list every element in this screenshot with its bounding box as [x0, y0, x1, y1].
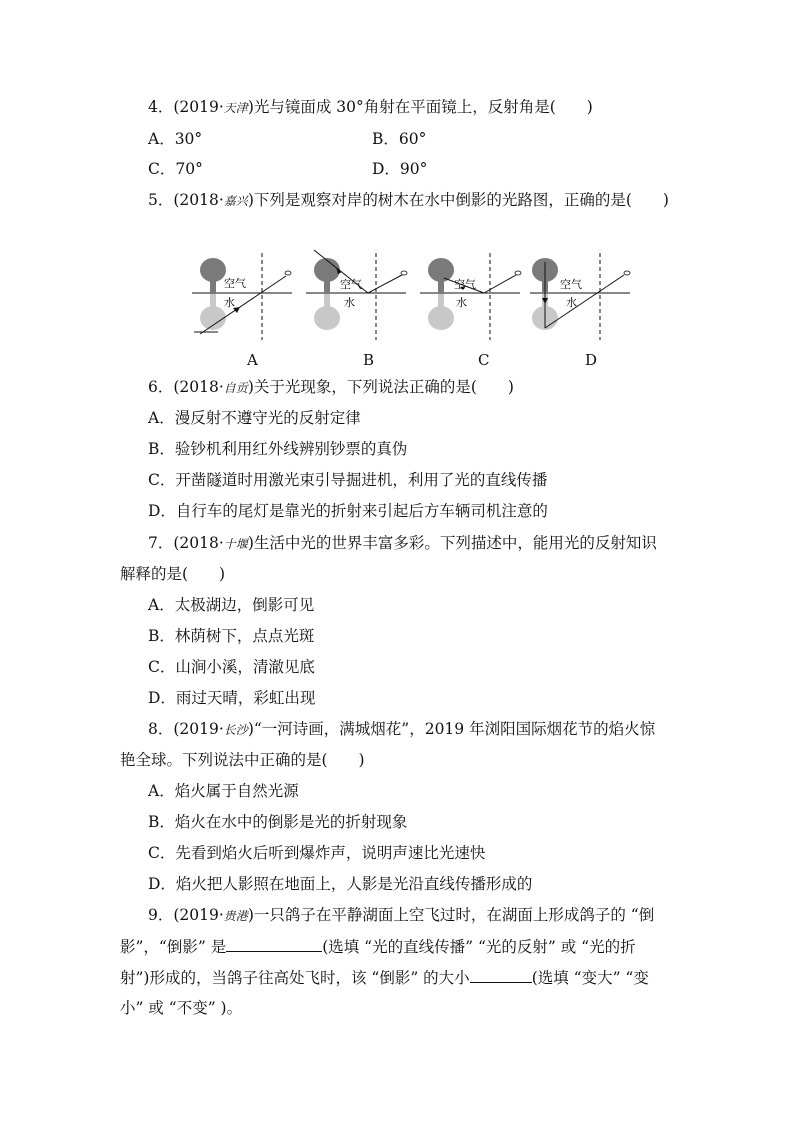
figure-c-label: C [478, 351, 490, 369]
q7-option-a: A．太极湖边，倒影可见 [148, 596, 315, 614]
fig-c-water-label: 水 [456, 296, 467, 309]
q6-option-c: C．开凿隧道时用激光束引导掘进机，利用了光的直线传播 [148, 471, 548, 489]
q4-option-a: A．30° [148, 130, 203, 148]
answer-blank-1[interactable] [226, 935, 322, 952]
answer-blank-2[interactable] [470, 966, 532, 983]
fig-a-air-label: 空气 [224, 277, 246, 290]
question-7-line2: 解释的是( ) [120, 565, 226, 583]
fig-d-water-label: 水 [566, 296, 577, 309]
fig-d-air-label: 空气 [560, 278, 582, 291]
q8-option-a: A．焰火属于自然光源 [148, 782, 299, 800]
question-5: 5．(2018·嘉兴)下列是观察对岸的树木在水中倒影的光路图，正确的是( ) [148, 191, 669, 209]
q8-option-b: B．焰火在水中的倒影是光的折射现象 [148, 813, 408, 831]
q6-option-a: A．漫反射不遵守光的反射定律 [148, 409, 361, 427]
fig-b-water-label: 水 [344, 296, 355, 309]
q6-option-b: B．验钞机利用红外线辨别钞票的真伪 [148, 440, 408, 458]
question-9-line1: 9．(2019·贵港)一只鸽子在平静湖面上空飞过时，在湖面上形成鸽子的 “倒 [148, 906, 655, 924]
q8-option-d: D．焰火把人影照在地面上，人影是光沿直线传播形成的 [148, 875, 533, 893]
q7-option-c: C．山涧小溪，清澈见底 [148, 658, 315, 676]
question-6: 6．(2018·自贡)关于光现象，下列说法正确的是( ) [148, 378, 514, 396]
figure-d [530, 248, 640, 342]
figure-d-label: D [585, 351, 598, 369]
fig-c-air-label: 空气 [454, 278, 476, 291]
q7-option-d: D．雨过天晴，彩虹出现 [148, 689, 316, 707]
fig-b-air-label: 空气 [340, 278, 362, 291]
figure-b-label: B [363, 351, 375, 369]
q4-option-d: D．90° [372, 160, 428, 178]
question-7-line1: 7．(2018·十堰)生活中光的世界丰富多彩。下列描述中，能用光的反射知识 [148, 534, 657, 552]
figure-c [420, 248, 530, 342]
figure-b [306, 248, 416, 342]
question-9-line4: 小” 或 “不变” )。 [120, 999, 243, 1017]
question-8-line1: 8．(2019·长沙)“一河诗画，满城烟花”，2019 年浏阳国际烟花节的焰火惊 [148, 720, 656, 738]
question-4: 4．(2019·天津)光与镜面成 30°角射在平面镜上，反射角是( ) [148, 98, 593, 116]
question-9-line3: 射”)形成的，当鸽子往高处飞时，该 “倒影” 的大小 (选填 “变大” “变 [120, 966, 649, 989]
q6-option-d: D．自行车的尾灯是靠光的折射来引起后方车辆司机注意的 [148, 502, 548, 520]
q7-option-b: B．林荫树下，点点光斑 [148, 627, 315, 645]
q4-option-b: B．60° [372, 130, 427, 148]
q4-option-c: C．70° [148, 160, 203, 178]
q8-option-c: C．先看到焰火后听到爆炸声，说明声速比光速快 [148, 844, 486, 862]
figure-a-label: A [247, 351, 258, 369]
question-8-line2: 艳全球。下列说法中正确的是( ) [120, 751, 365, 769]
fig-a-water-label: 水 [224, 296, 235, 309]
question-9-line2: 影”，“倒影” 是 (选填 “光的直线传播” “光的反射” 或 “光的折 [120, 935, 636, 958]
figure-a [192, 248, 302, 342]
